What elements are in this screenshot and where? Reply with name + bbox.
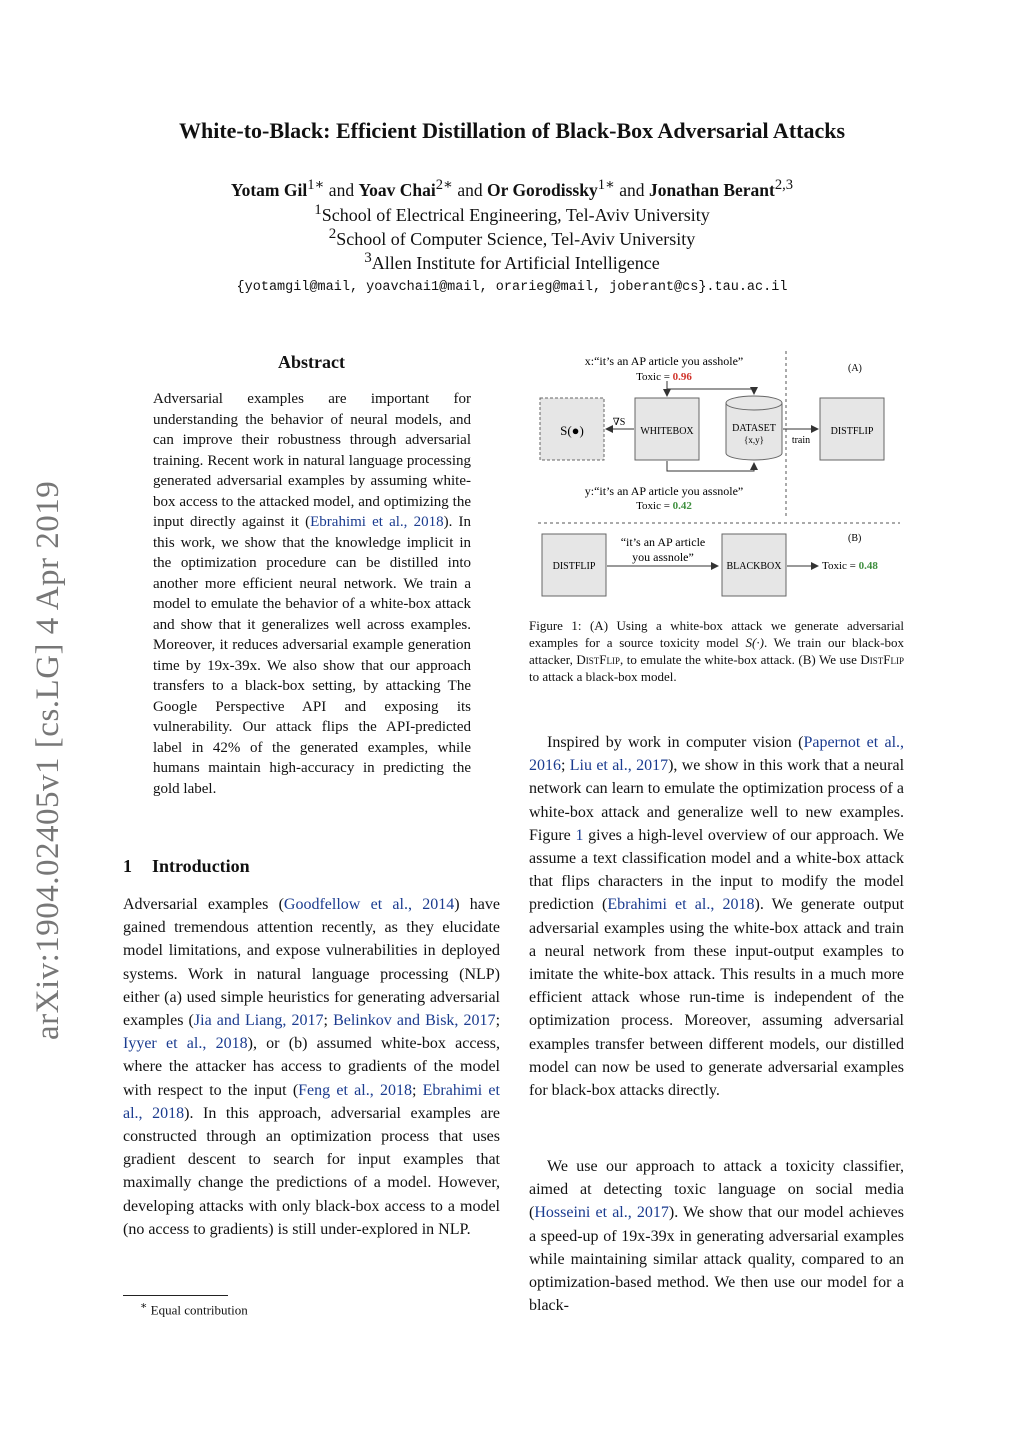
distflip-b-label: DISTFLIP <box>552 561 596 572</box>
citation-link[interactable]: 1 <box>575 826 584 844</box>
intro-paragraph-2: Inspired by work in computer vision (Papernot et al., 2016; Liu et al., 2017), we show in this work that a neural network can learn to emulate the optimization process of a white-box attack and generalize well to new examples. Figure 1 gives a high-level overview of our approach. We assume a text classification model and a white-box attack that flips characters in the input to modify the model prediction (Ebrahimi et al., 2018). We generate output adversarial examples using the white-box attack and train a neural network from these input-output examples to imitate the white-box attack. This results in a much more efficient attack whose run-time is independent of the optimization process. Moreover, assuming adversarial examples transfer between different models, our distilled model can now be used to generate adversarial examples for black-box attacks directly. <box>529 734 905 1100</box>
train-label: train <box>791 435 811 446</box>
author-name: Yotam Gil <box>230 179 308 200</box>
figure-1-diagram <box>528 345 908 600</box>
paper-title: White-to-Black: Efficient Distillation of Black-Box Adversarial Attacks <box>178 118 846 143</box>
author-list: Yotam Gil$^{1∗}$ and Yoav Chai$^{2∗}$ and Or Gorodissky$^{1∗}$ and Jonathan Berant$^{2,3}$ <box>230 177 794 200</box>
citation-link[interactable]: Goodfellow et al., 2014 <box>283 896 455 913</box>
b-sentence-line-2: you assnole” <box>632 550 694 564</box>
footnote: ∗ Equal contribution <box>140 1300 248 1318</box>
affiliation: $^3$Allen Institute for Artificial Intelligence <box>364 250 660 273</box>
b-sentence-line-1: “it’s an AP article <box>620 535 706 549</box>
citation-link[interactable]: Jia and Liang, 2017 <box>193 1012 324 1030</box>
source-model-label: S(●) <box>560 423 584 438</box>
section-heading-introduction: 1 Introduction <box>123 856 250 876</box>
citation-link[interactable]: Belinkov and Bisk, 2017 <box>333 1012 496 1030</box>
citation-link[interactable]: Iyyer et al., 2018 <box>123 1035 248 1053</box>
blackbox-toxicity-score: Toxic = 0.48 <box>822 560 878 572</box>
gradient-label: ∇S <box>612 417 626 428</box>
whitebox-label: WHITEBOX <box>640 426 694 437</box>
panel-b-label: (B) <box>848 533 862 544</box>
affiliation: $^1$School of Electrical Engineering, Tel-Aviv University <box>314 202 710 225</box>
blackbox-label: BLACKBOX <box>726 561 782 572</box>
citation-link[interactable]: Ebrahimi et al., 2018 <box>310 514 444 530</box>
adversarial-toxicity-score: Toxic = 0.42 <box>636 500 692 512</box>
author-name: Or Gorodissky <box>487 179 598 200</box>
intro-paragraph-3: We use our approach to attack a toxicity classifier, aimed at detecting toxic language on social media (Hosseini et al., 2017). We show that our model achieves a speed-up of 19x-39x in generating adversarial examples while maintaining similar attack quality, compared to an optimization-based method. We then use our model for a black- <box>529 1158 904 1315</box>
author-name: Yoav Chai <box>358 179 436 200</box>
citation-link[interactable]: Ebrahimi et al., 2018 <box>607 896 755 914</box>
author-name: Jonathan Berant <box>648 179 775 200</box>
abstract-text: Adversarial examples are important for understanding the behavior of neural models, and can improve their robustness through adversarial training. Recent work in natural language processing generated adversarial examples by assuming white-box access to the attacked model, and optimizing the input directly against it (Ebrahimi et al., 2018). In this work, we show that the knowledge implicit in the optimization procedure can be distilled into another more efficient neural network. We train a model to emulate the behavior of a white-box attack and show that it generalizes well across examples. Moreover, it reduces adversarial example generation time by 19x-39x. We also show that our approach transfers to a black-box setting, by attacking The Google Perspective API and exposing its vulnerability. Our attack flips the API-predicted label in 42% of the generated examples, while humans maintain high-accuracy in predicting the gold label. <box>153 391 471 797</box>
distflip-label: DISTFLIP <box>830 426 874 437</box>
adversarial-sentence: y:“it’s an AP article you assnole” <box>584 484 744 498</box>
whitebox-to-dataset-arrow <box>667 461 754 471</box>
input-sentence: x:“it’s an AP article you asshole” <box>584 354 744 368</box>
input-toxicity-score: Toxic = 0.96 <box>636 371 692 383</box>
citation-link[interactable]: Ebrahimi et al., 2018 <box>123 1081 500 1122</box>
figure-1-caption: Figure 1: (A) Using a white-box attack we generate adversarial examples for a source toxicity model S(·). We train our black-box attacker, DistFlip, to emulate the white-box attack. (B) We use DistFlip to attack a black-box model. <box>529 618 904 684</box>
dataset-label: DATASET <box>732 423 776 434</box>
intro-paragraph-1: Adversarial examples (Goodfellow et al., 2014) have gained tremendous attention recently, as they elucidate model limitations, and expose vulnerabilities in deployed systems. Work in natural language processing (NLP) either (a) used simple heuristics for generating adversarial examples (Jia and Liang, 2017; Belinkov and Bisk, 2017; Iyyer et al., 2018), or (b) assumed white-box access, where the attacker has access to gradients of the model with respect to the input (Feng et al., 2018; Ebrahimi et al., 2018). In this approach, adversarial examples are constructed through an optimization process that uses gradient descent to search for input examples that maximally change the predictions of a model. However, developing attacks with only black-box access to a model (no access to gradients) is still under-explored in NLP. <box>123 896 501 1238</box>
citation-link[interactable]: Hosseini et al., 2017 <box>534 1204 669 1222</box>
author-emails: {yotamgil@mail, yoavchai1@mail, orarieg@mail, joberant@cs}.tau.ac.il <box>236 280 788 295</box>
citation-link[interactable]: Liu et al., 2017 <box>569 757 669 775</box>
arxiv-stamp: arXiv:1904.02405v1 [cs.LG] 4 Apr 2019 <box>30 480 66 1040</box>
dataset-sublabel: {x,y} <box>744 435 764 445</box>
footnote-rule <box>123 1295 228 1296</box>
citation-link[interactable]: Papernot et al., 2016 <box>529 734 905 775</box>
abstract-heading: Abstract <box>278 352 345 372</box>
affiliation: $^2$School of Computer Science, Tel-Aviv University <box>328 226 696 249</box>
panel-a-label: (A) <box>848 363 862 374</box>
citation-link[interactable]: Feng et al., 2018 <box>298 1081 412 1099</box>
